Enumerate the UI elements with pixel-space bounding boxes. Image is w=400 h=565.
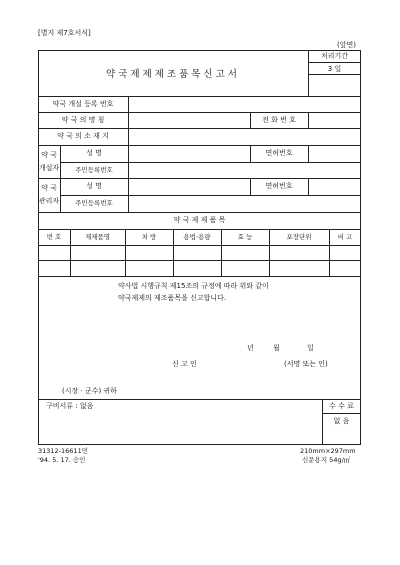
form-code: 31312-16611민 — [38, 447, 88, 455]
applicant-label: 신 고 인 — [172, 360, 197, 368]
processing-value: 3 일 — [327, 65, 342, 73]
form-tag: [별지 제7호서식] — [38, 29, 91, 37]
col-dosage: 용법·용량 — [183, 233, 211, 241]
attachments: 구비서류 : 없음 — [46, 402, 94, 410]
paper-type: 신문용지 54g/㎡ — [302, 456, 351, 464]
date-year: 년 — [247, 344, 254, 352]
section-title: 약 국 제 제 품 목 — [173, 216, 226, 224]
addressee: (시장 · 군수) 귀하 — [62, 387, 117, 395]
col-number: 번 호 — [46, 233, 62, 241]
signature-note: (서명 또는 인) — [284, 360, 328, 368]
manager-label-1: 약 국 — [41, 184, 57, 192]
manager-label-2: 관리자 — [38, 197, 60, 205]
reg-no-label: 약국 개설 등록 번호 — [52, 100, 114, 108]
fee-label: 수 수 료 — [329, 402, 354, 410]
date-month: 월 — [273, 344, 280, 352]
manager-license-label: 면허번호 — [265, 182, 293, 190]
phone-label: 전 화 번 호 — [262, 116, 296, 124]
approval-date: '94. 5. 17. 승인 — [38, 456, 86, 464]
date-day: 일 — [307, 344, 314, 352]
manager-name-label: 성 명 — [86, 182, 102, 190]
founder-license-label: 면허번호 — [265, 149, 293, 157]
declaration-line-2: 약국제제의 제조품목을 신고합니다. — [118, 294, 227, 302]
form-title: 약국제제제조품목신고서 — [106, 69, 240, 80]
title-cell — [38, 50, 308, 96]
col-remarks: 비 고 — [337, 233, 353, 241]
founder-label-1: 약 국 — [41, 151, 57, 159]
founder-name-label: 성 명 — [86, 149, 102, 157]
col-product-name: 제제품명 — [84, 233, 111, 241]
address-label: 약 국 의 소 재 지 — [57, 132, 109, 140]
form-frame — [38, 50, 361, 445]
paper-size: 210mm×297mm — [300, 447, 356, 455]
col-prescription: 처 방 — [141, 233, 157, 241]
pharmacy-name-label: 약 국 의 명 칭 — [61, 116, 105, 124]
side-label: (앞면) — [337, 41, 356, 49]
col-package-unit: 포장단위 — [286, 233, 312, 241]
founder-resident-label: 주민등록번호 — [75, 166, 113, 174]
manager-resident-label: 주민등록번호 — [75, 199, 113, 207]
declaration-line-1: 약사법 시행규칙 제15조의 규정에 따라 위와 같이 — [118, 282, 269, 290]
processing-label: 처리기간 — [320, 52, 349, 60]
founder-label-2: 개설자 — [38, 164, 60, 172]
col-efficacy: 효 능 — [237, 233, 253, 241]
fee-value: 없 음 — [333, 417, 350, 425]
